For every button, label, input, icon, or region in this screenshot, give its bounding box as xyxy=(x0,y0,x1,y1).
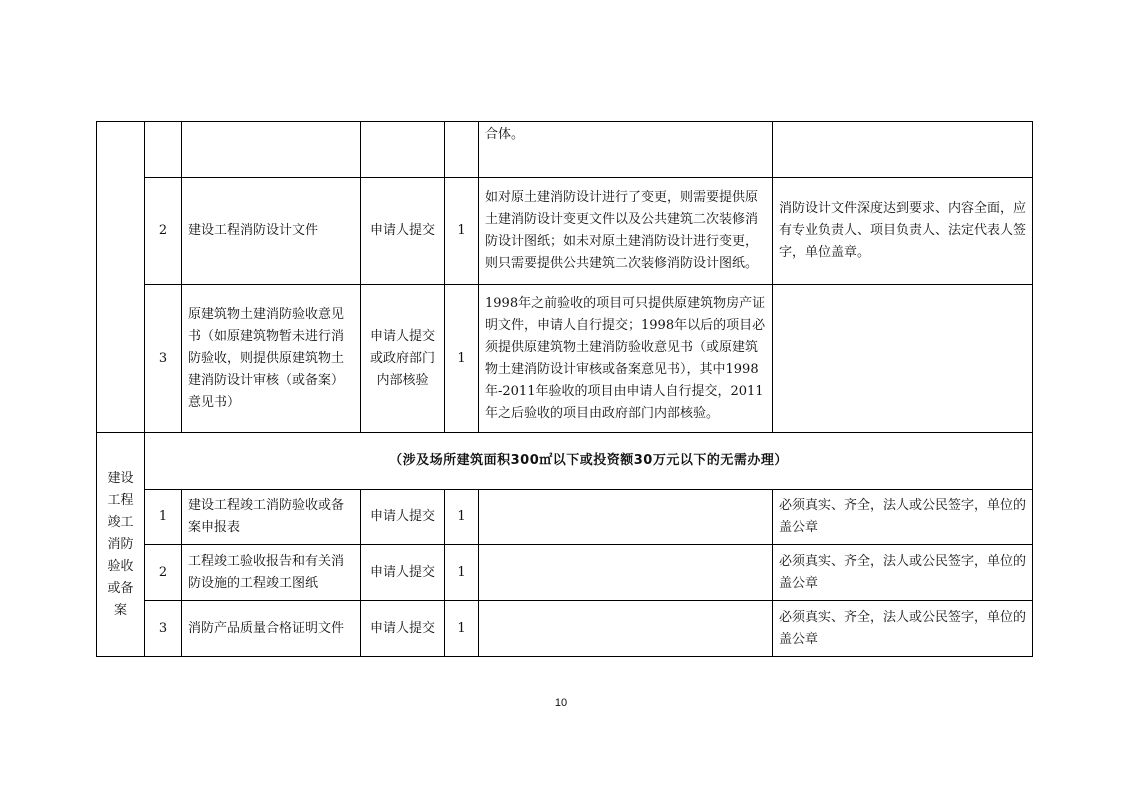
row-number: 2 xyxy=(145,178,182,285)
copy-count: 1 xyxy=(445,178,479,285)
notes-text xyxy=(479,601,773,657)
requirements-text: 必须真实、齐全，法人或公民签字，单位的盖公章 xyxy=(773,601,1033,657)
row-number: 3 xyxy=(145,285,182,433)
submission-method: 申请人提交 xyxy=(361,545,445,601)
requirements-text: 必须真实、齐全，法人或公民签字，单位的盖公章 xyxy=(773,545,1033,601)
document-name: 原建筑物土建消防验收意见书（如原建筑物暂未进行消防验收，则提供原建筑物土建消防设计审核（或备案）意见书） xyxy=(182,285,361,433)
table-row xyxy=(97,433,1033,490)
requirements-text xyxy=(773,122,1033,178)
table-row xyxy=(97,601,1033,657)
submission-method: 申请人提交 xyxy=(361,178,445,285)
table-row xyxy=(97,285,1033,433)
row-number xyxy=(145,122,182,178)
category-cell-continued xyxy=(97,122,145,433)
row-number: 3 xyxy=(145,601,182,657)
table-row xyxy=(97,122,1033,178)
submission-method xyxy=(361,122,445,178)
copy-count: 1 xyxy=(445,545,479,601)
requirements-text: 消防设计文件深度达到要求、内容全面，应有专业负责人、项目负责人、法定代表人签字，单位盖章。 xyxy=(773,178,1033,285)
copy-count xyxy=(445,122,479,178)
submission-method: 申请人提交或政府部门内部核验 xyxy=(361,285,445,433)
notes-text: 如对原土建消防设计进行了变更，则需要提供原土建消防设计变更文件以及公共建筑二次装修消防设计图纸；如未对原土建消防设计进行变更，则只需要提供公共建筑二次装修消防设计图纸。 xyxy=(479,178,773,285)
submission-method: 申请人提交 xyxy=(361,601,445,657)
section-banner: （涉及场所建筑面积300㎡以下或投资额30万元以下的无需办理） xyxy=(145,433,1033,490)
submission-method: 申请人提交 xyxy=(361,490,445,545)
document-name: 建设工程竣工消防验收或备案申报表 xyxy=(182,490,361,545)
copy-count: 1 xyxy=(445,285,479,433)
notes-text xyxy=(479,490,773,545)
requirements-text xyxy=(773,285,1033,433)
requirements-text: 必须真实、齐全，法人或公民签字，单位的盖公章 xyxy=(773,490,1033,545)
document-name: 工程竣工验收报告和有关消防设施的工程竣工图纸 xyxy=(182,545,361,601)
notes-text: 合体。 xyxy=(479,122,773,178)
document-name xyxy=(182,122,361,178)
document-name: 消防产品质量合格证明文件 xyxy=(182,601,361,657)
requirements-table xyxy=(96,121,1033,657)
table-row xyxy=(97,545,1033,601)
notes-text xyxy=(479,545,773,601)
document-name: 建设工程消防设计文件 xyxy=(182,178,361,285)
copy-count: 1 xyxy=(445,601,479,657)
table-row xyxy=(97,490,1033,545)
table-row xyxy=(97,178,1033,285)
notes-text: 1998年之前验收的项目可只提供原建筑物房产证明文件，申请人自行提交；1998年以后的项目必须提供原建筑物土建消防验收意见书（或原建筑物土建消防设计审核或备案意见书），其中1998年-2011年验收的项目由申请人自行提交，2011年之后验收的项目由政府部门内部核验。 xyxy=(479,285,773,433)
row-number: 1 xyxy=(145,490,182,545)
page-number: 10 xyxy=(554,697,568,709)
copy-count: 1 xyxy=(445,490,479,545)
row-number: 2 xyxy=(145,545,182,601)
category-cell: 建设工程竣工消防验收或备案 xyxy=(97,433,145,657)
